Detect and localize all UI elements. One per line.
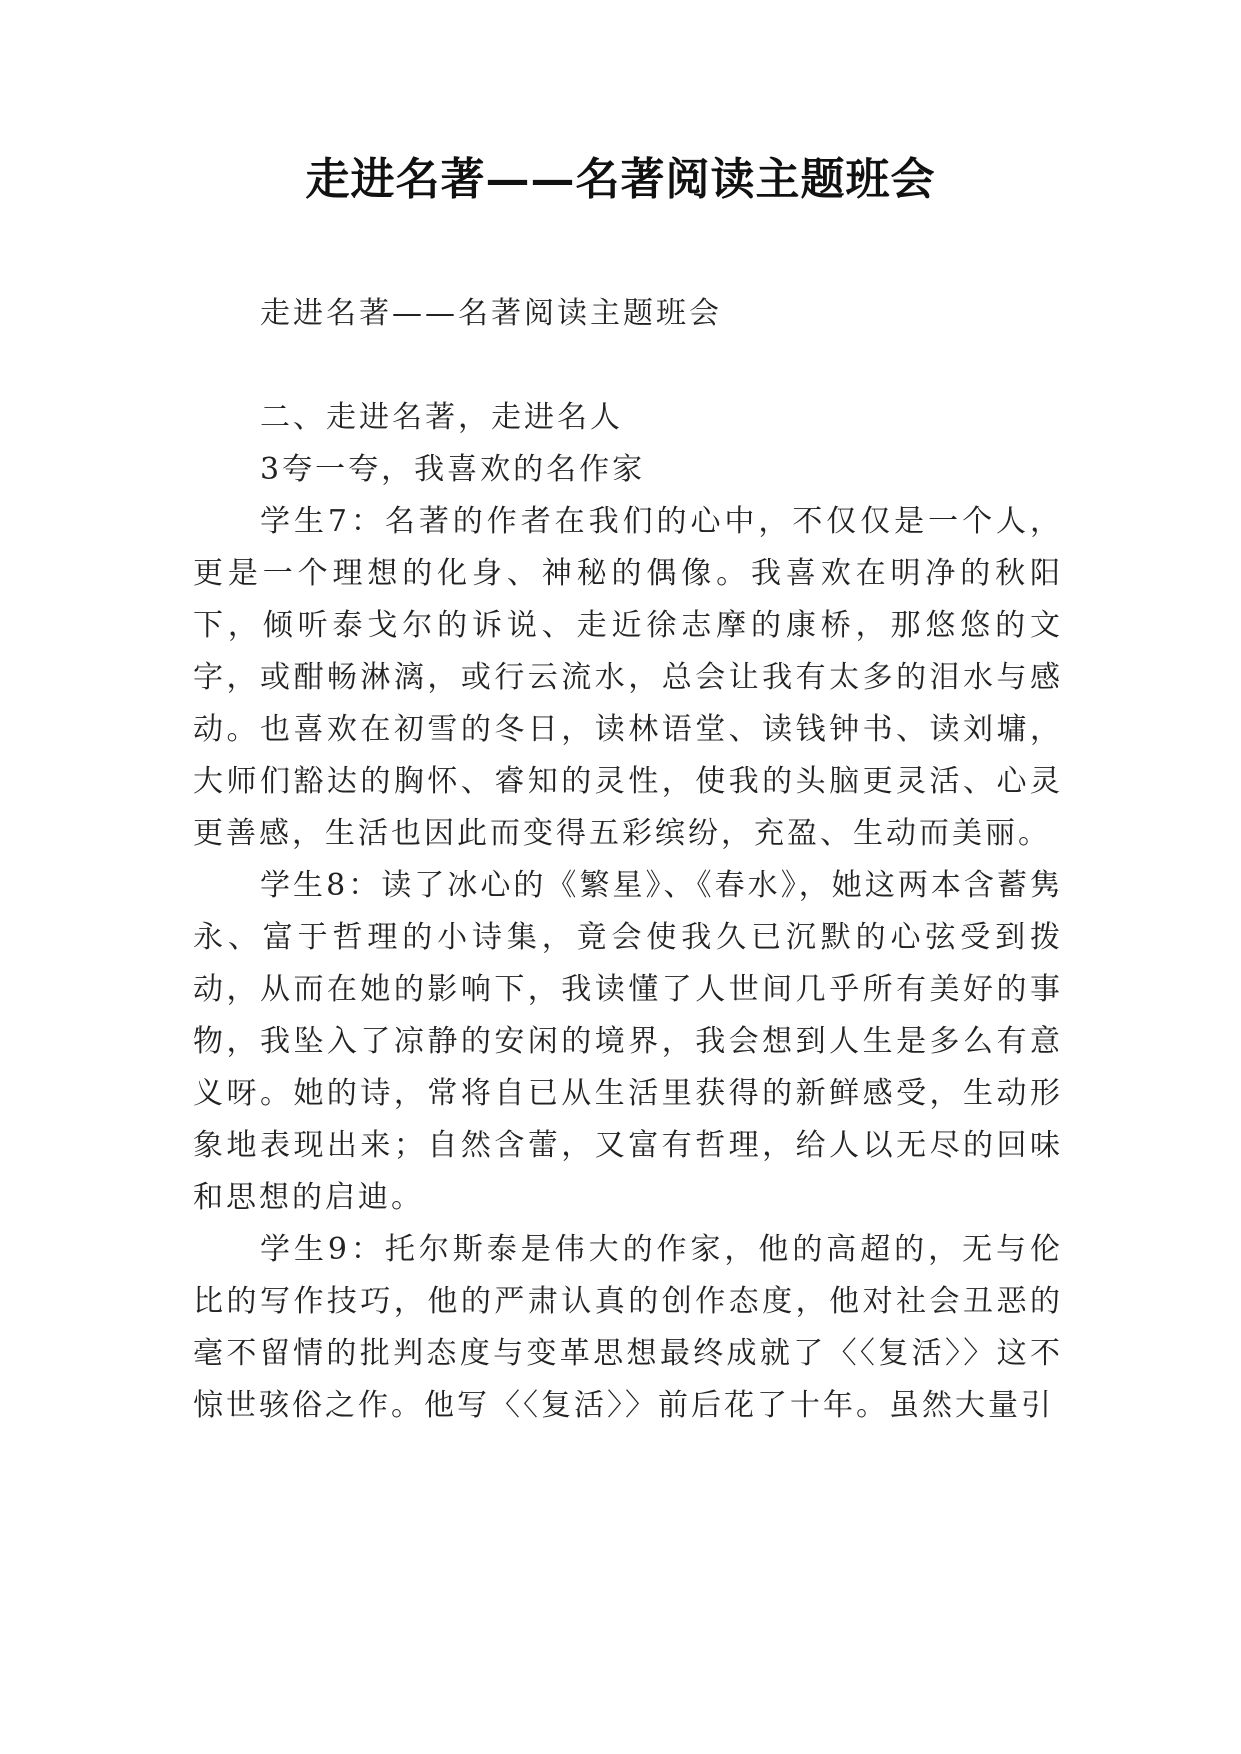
section-heading: 二、走进名著，走进名人 [260, 400, 623, 435]
document-body [193, 288, 1063, 1432]
body-subtitle: 走进名著——名著阅读主题班会 [260, 296, 722, 331]
subsection-heading: 3夸一夸，我喜欢的名作家 [260, 452, 646, 487]
paragraph-student-7: 学生7：名著的作者在我们的心中，不仅仅是一个人，更是一个理想的化身、神秘的偶像。我喜欢在明净的秋阳下，倾听泰戈尔的诉说、走近徐志摩的康桥，那悠悠的文字，或酣畅淋漓，或行云流水，总会让我有太多的泪水与感动。也喜欢在初雪的冬日，读林语堂、读钱钟书、读刘墉，大师们豁达的胸怀、睿知的灵性，使我的头脑更灵活、心灵更善感，生活也因此而变得五彩缤纷，充盈、生动而美丽。 [193, 504, 1063, 851]
document-title: 走进名著——名著阅读主题班会 [305, 154, 936, 205]
paragraph-student-8: 学生8：读了冰心的《繁星》、《春水》，她这两本含蓄隽永、富于哲理的小诗集，竟会使我久已沉默的心弦受到拨动，从而在她的影响下，我读懂了人世间几乎所有美好的事物，我坠入了凉静的安闲的境界，我会想到人生是多么有意义呀。她的诗，常将自已从生活里获得的新鲜感受，生动形象地表现出来；自然含蕾，又富有哲理，给人以无尽的回味和思想的启迪。 [193, 868, 1063, 1215]
paragraph-student-9: 学生9：托尔斯泰是伟大的作家，他的高超的，无与伦比的写作技巧，他的严肃认真的创作态度，他对社会丑恶的毫不留情的批判态度与变革思想最终成就了〈〈复活〉〉这不惊世骇俗之作。他写〈〈复活〉〉前后花了十年。虽然大量引 [193, 1232, 1063, 1423]
